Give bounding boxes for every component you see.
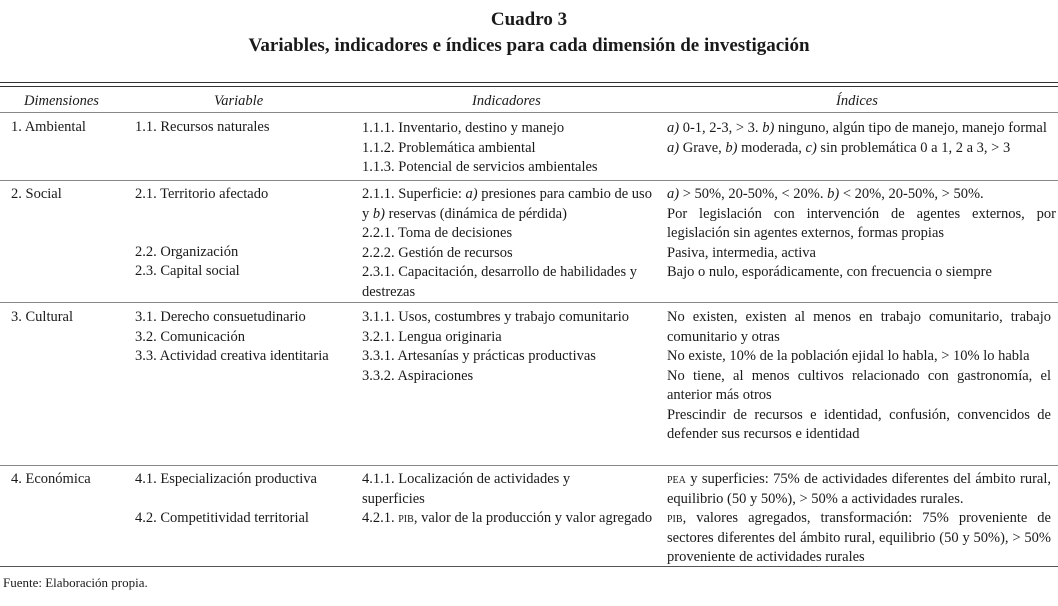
top-rule-double xyxy=(0,86,1058,87)
variable-cell: 2.1. Territorio afectado xyxy=(135,186,269,202)
indices-cell xyxy=(667,119,1056,158)
dimension-cell: 1. Ambiental xyxy=(11,119,86,135)
indicator-item: 2.2.2. Gestión de recursos xyxy=(362,244,513,261)
dimension-cell: 2. Social xyxy=(11,186,62,202)
indices-cell xyxy=(667,470,1051,568)
row-separator xyxy=(0,465,1058,466)
index-item: a) 0-1, 2-3, > 3. b) ninguno, algún tipo de manejo, manejo formal xyxy=(667,120,1047,136)
indices-cell xyxy=(667,308,1051,445)
bottom-rule xyxy=(0,566,1058,567)
indicator-item: 1.1.2. Problemática ambiental xyxy=(362,139,536,156)
indicator-item: 2.3.1. Capacitación, desarrollo de habilidades y destrezas xyxy=(362,264,638,300)
index-item: a) Grave, b) moderada, c) sin problemática 0 a 1, 2 a 3, > 3 xyxy=(667,139,1011,156)
variable-cell: 4.1. Especialización productiva xyxy=(135,471,317,487)
indicator-item: 2.1.1. Superficie: a) presiones para cambio de uso y b) reservas (dinámica de pérdida) xyxy=(362,186,652,222)
variable-cell: 3.1. Derecho consuetudinario xyxy=(135,309,306,325)
index-item: Por legislación con intervención de agentes externos, por legislación sin agentes externos, formas propias xyxy=(667,205,1056,241)
index-item: Bajo o nulo, esporádicamente, con frecuencia o siempre xyxy=(667,264,992,280)
header-dimensiones: Dimensiones xyxy=(24,93,99,109)
index-item: a) > 50%, 20-50%, < 20%. b) < 20%, 20-50%, > 50%. xyxy=(667,186,984,202)
variable-cell: 4.2. Competitividad territorial xyxy=(135,510,309,526)
indicator-item: 3.1.1. Usos, costumbres y trabajo comunitario xyxy=(362,309,629,325)
header-indices: Índices xyxy=(836,93,878,109)
indicators-cell xyxy=(362,185,658,302)
row-separator xyxy=(0,302,1058,303)
index-item: Pasiva, intermedia, activa xyxy=(667,244,816,261)
row-separator xyxy=(0,180,1058,181)
header-indicadores: Indicadores xyxy=(472,93,541,109)
index-item: pib, valores agregados, transformación: 75% proveniente de sectores diferentes del ámbito rural, equilibrio (50 y 50%), > 50% proveniente de actividades rurales xyxy=(667,510,1051,565)
header-separator xyxy=(0,112,1058,113)
indicators-cell xyxy=(362,470,654,529)
variable-cell: 2.2. Organización xyxy=(135,244,239,260)
indicators-cell xyxy=(362,308,662,386)
index-item: pea y superficies: 75% de actividades diferentes del ámbito rural, equilibrio (50 y 50%), > 50% a actividades rurales. xyxy=(667,471,1051,507)
header-variable: Variable xyxy=(214,93,264,109)
indices-cell xyxy=(667,185,1056,283)
variable-cell: 2.3. Capital social xyxy=(135,263,240,279)
indicator-item: 1.1.3. Potencial de servicios ambientales xyxy=(362,159,598,175)
source-note: Fuente: Elaboración propia. xyxy=(3,575,148,590)
indicator-item: 3.2.1. Lengua originaria xyxy=(362,328,502,345)
dimension-cell: 3. Cultural xyxy=(11,309,74,325)
index-item: No tiene, al menos cultivos relacionado con gastronomía, el anterior más otros xyxy=(667,367,1051,403)
indicators-cell xyxy=(362,119,662,178)
indicator-item: 1.1.1. Inventario, destino y manejo xyxy=(362,120,565,136)
table-title: Variables, indicadores e índices para cada dimensión de investigación xyxy=(248,35,810,56)
top-rule xyxy=(0,82,1058,83)
indicator-item: 4.1.1. Localización de actividades y superficies xyxy=(362,471,571,507)
indicator-item: 3.3.1. Artesanías y prácticas productivas xyxy=(362,348,596,364)
indicator-item: 3.3.2. Aspiraciones xyxy=(362,367,474,384)
index-item: No existe, 10% de la población ejidal lo habla, > 10% lo habla xyxy=(667,348,1030,364)
index-item: Prescindir de recursos e identidad, confusión, convencidos de defender sus recursos e identidad xyxy=(667,406,1051,442)
table-number: Cuadro 3 xyxy=(490,9,568,30)
variable-cell: 3.3. Actividad creativa identitaria xyxy=(135,348,329,364)
indicator-item: 4.2.1. pib, valor de la producción y valor agregado xyxy=(362,510,653,526)
dimension-cell: 4. Económica xyxy=(11,471,91,487)
variable-cell: 3.2. Comunicación xyxy=(135,329,245,345)
variable-cell: 1.1. Recursos naturales xyxy=(135,119,270,135)
index-item: No existen, existen al menos en trabajo comunitario, trabajo comunitario y otras xyxy=(667,309,1051,345)
indicator-item: 2.2.1. Toma de decisiones xyxy=(362,225,513,241)
